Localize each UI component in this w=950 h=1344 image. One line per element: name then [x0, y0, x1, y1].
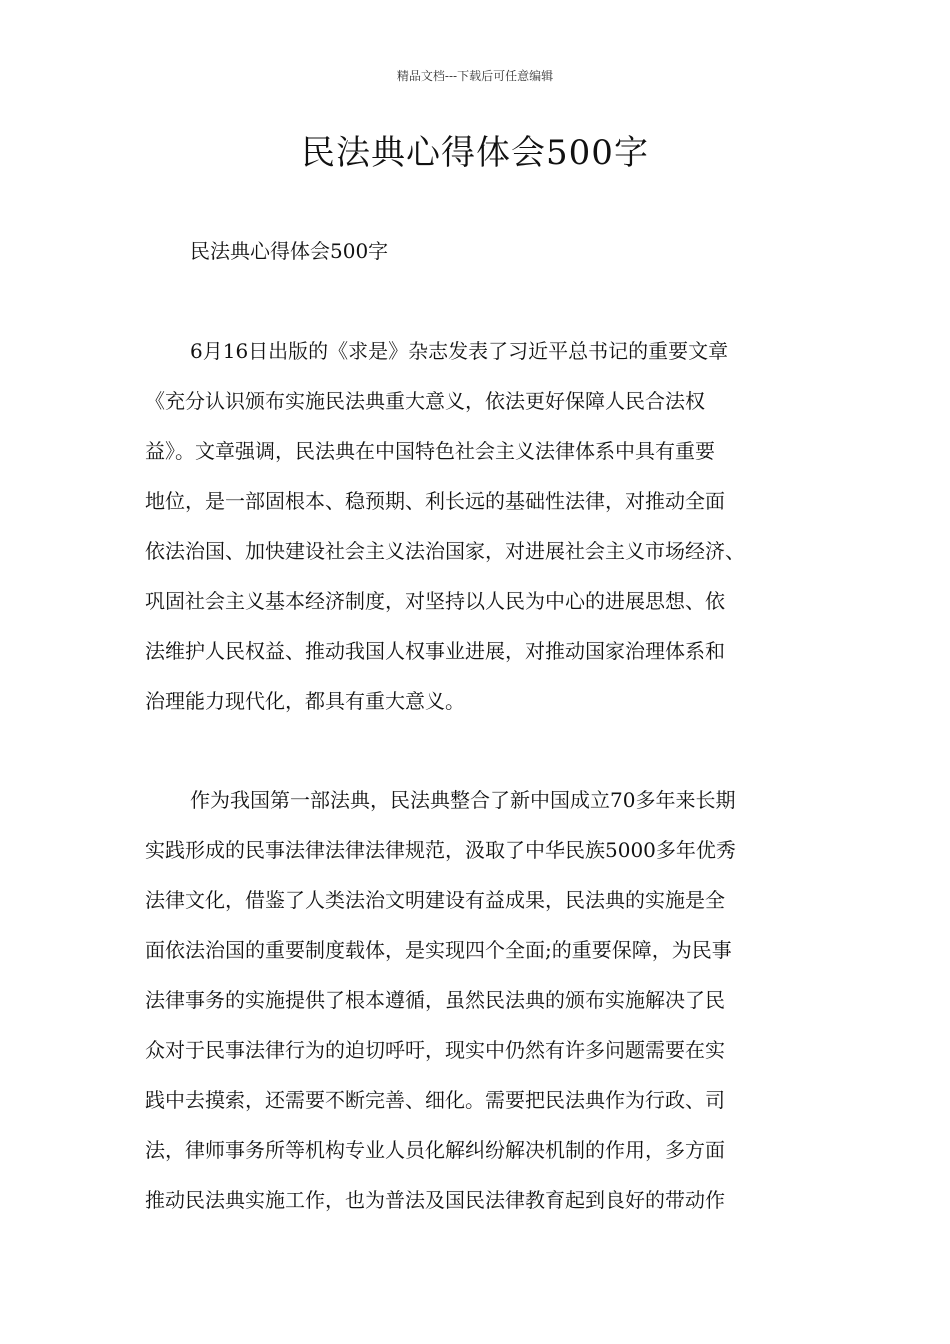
paragraph-1 [145, 326, 825, 726]
paragraph-line: 实践形成的民事法律法律法律规范，汲取了中华民族5000多年优秀 [145, 838, 736, 862]
paragraph-line: 践中去摸索，还需要不断完善、细化。需要把民法典作为行政、司 [145, 1088, 725, 1112]
paragraph-line: 法律文化，借鉴了人类法治文明建设有益成果，民法典的实施是全 [145, 888, 725, 912]
paragraph-line: 益》。文章强调，民法典在中国特色社会主义法律体系中具有重要 [145, 439, 715, 463]
paragraph-line: 法律事务的实施提供了根本遵循，虽然民法典的颁布实施解决了民 [145, 988, 725, 1012]
paragraph-line: 《充分认识颁布实施民法典重大意义，依法更好保障人民合法权 [145, 389, 705, 413]
document-subtitle: 民法典心得体会500字 [190, 239, 389, 263]
paragraph-line: 地位，是一部固根本、稳预期、利长远的基础性法律，对推动全面 [145, 489, 725, 513]
paragraph-2 [145, 775, 825, 1225]
paragraph-line: 法，律师事务所等机构专业人员化解纠纷解决机制的作用，多方面 [145, 1138, 725, 1162]
paragraph-line: 依法治国、加快建设社会主义法治国家，对进展社会主义市场经济、 [145, 539, 745, 563]
paragraph-line: 作为我国第一部法典，民法典整合了新中国成立70多年来长期 [190, 788, 736, 812]
paragraph-line: 众对于民事法律行为的迫切呼吁，现实中仍然有许多问题需要在实 [145, 1038, 725, 1062]
paragraph-line: 法维护人民权益、推动我国人权事业进展，对推动国家治理体系和 [145, 639, 725, 663]
paragraph-line: 推动民法典实施工作，也为普法及国民法律教育起到良好的带动作 [145, 1188, 725, 1212]
document-title: 民法典心得体会500字 [301, 133, 649, 173]
paragraph-line: 面依法治国的重要制度载体，是实现四个全面;的重要保障，为民事 [145, 938, 732, 962]
paragraph-line: 6月16日出版的《求是》杂志发表了习近平总书记的重要文章 [190, 339, 729, 363]
paragraph-line: 治理能力现代化，都具有重大意义。 [145, 689, 465, 713]
paragraph-line: 巩固社会主义基本经济制度，对坚持以人民为中心的进展思想、依 [145, 589, 725, 613]
page-header-note: 精品文档---下载后可任意编辑 [396, 69, 554, 83]
